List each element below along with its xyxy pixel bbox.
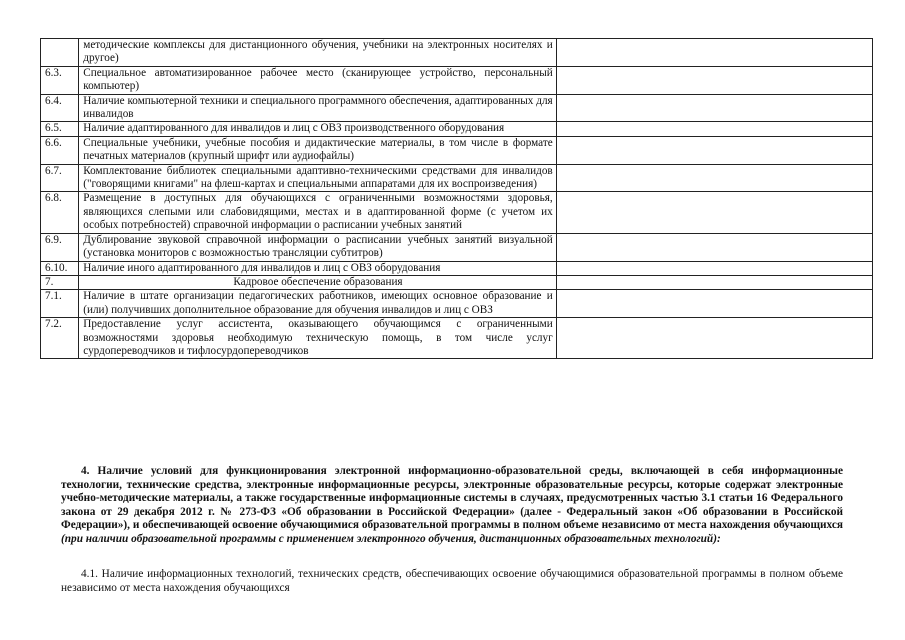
- row-value-cell: [556, 318, 872, 359]
- row-value-cell: [556, 39, 872, 67]
- table-row: [41, 318, 873, 359]
- row-value-cell: [556, 94, 872, 122]
- table-row: [41, 66, 873, 94]
- row-text: Комплектование библиотек специальными адаптивно-техническими средствами для инвалидов ("говорящими книгами" на флеш-картах и специальными аппаратами для их воспроизведения): [79, 164, 556, 192]
- row-value-cell: [556, 66, 872, 94]
- row-text: Размещение в доступных для обучающихся с ограниченными возможностями здоровья, являющихся слепыми или слабовидящими, местах и в адаптированной форме (с учетом их особых потребностей) справочной информации о расписании учебных занятий: [79, 192, 556, 233]
- row-value-cell: [556, 192, 872, 233]
- row-text: Специальные учебники, учебные пособия и дидактические материалы, в том числе в формате печатных материалов (крупный шрифт или аудиофайлы): [79, 136, 556, 164]
- row-value-cell: [556, 164, 872, 192]
- row-number: 6.6.: [41, 136, 79, 164]
- table-row: [41, 94, 873, 122]
- row-number: 6.9.: [41, 233, 79, 261]
- row-number: [41, 39, 79, 67]
- conditions-table: [40, 38, 873, 359]
- row-number: 7.: [41, 275, 79, 289]
- row-value-cell: [556, 275, 872, 289]
- table-row: [41, 275, 873, 289]
- row-text: Предоставление услуг ассистента, оказывающего обучающимся с ограниченными возможностями здоровья необходимую техническую помощь, в том числе услуг сурдопереводчиков и тифлосурдопереводчиков: [79, 318, 556, 359]
- section-4-paragraph: [61, 465, 843, 547]
- row-text: Наличие адаптированного для инвалидов и лиц с ОВЗ производственного оборудования: [79, 122, 556, 136]
- section-4-heading: 4. Наличие условий для функционирования электронной информационно-образовательной среды, включающей в себя информационные технологии, технические средства, электронные информационные ресурсы, электронные образовательные ресурсы, которые содержат электронные учебно-методические материалы, а также государственные информационные системы в случаях, предусмотренных частью 3.1 статьи 16 Федерального закона от 29 декабря 2012 г. № 273-ФЗ «Об образовании в Российской Федерации» (далее - Федеральный закон «Об образовании в Российской Федерации»), и обеспечивающей освоение обучающимися образовательной программы в полном объеме независимо от места нахождения обучающихся: [61, 465, 843, 532]
- row-value-cell: [556, 136, 872, 164]
- table-row: [41, 164, 873, 192]
- row-number: 6.4.: [41, 94, 79, 122]
- table-row: [41, 39, 873, 67]
- section-4-1-paragraph: 4.1. Наличие информационных технологий, технических средств, обеспечивающих освоение обучающимися образовательной программы в полном объеме независимо от места нахождения обучающихся: [61, 568, 843, 594]
- row-text: Наличие иного адаптированного для инвалидов и лиц с ОВЗ оборудования: [79, 261, 556, 275]
- row-number: 6.8.: [41, 192, 79, 233]
- row-text: Наличие в штате организации педагогических работников, имеющих основное образование и (или) получивших дополнительное образование для обучения инвалидов и лиц с ОВЗ: [79, 290, 556, 318]
- row-number: 7.2.: [41, 318, 79, 359]
- row-text: Дублирование звуковой справочной информации о расписании учебных занятий визуальной (установка мониторов с возможностью трансляции субтитров): [79, 233, 556, 261]
- table-row: [41, 122, 873, 136]
- section-4-note: (при наличии образовательной программы с применением электронного обучения, дистанционных образовательных технологий):: [61, 532, 721, 545]
- row-value-cell: [556, 290, 872, 318]
- row-text: методические комплексы для дистанционного обучения, учебники на электронных носителях и другое): [79, 39, 556, 67]
- row-text: Наличие компьютерной техники и специального программного обеспечения, адаптированных для инвалидов: [79, 94, 556, 122]
- row-number: 6.7.: [41, 164, 79, 192]
- row-number: 6.5.: [41, 122, 79, 136]
- row-number: 7.1.: [41, 290, 79, 318]
- row-value-cell: [556, 233, 872, 261]
- table-row: [41, 192, 873, 233]
- table-row: [41, 233, 873, 261]
- conditions-table-body: [41, 39, 873, 359]
- row-value-cell: [556, 261, 872, 275]
- table-row: [41, 136, 873, 164]
- table-row: [41, 290, 873, 318]
- section-title: Кадровое обеспечение образования: [79, 275, 556, 289]
- table-row: [41, 261, 873, 275]
- row-number: 6.10.: [41, 261, 79, 275]
- row-number: 6.3.: [41, 66, 79, 94]
- row-value-cell: [556, 122, 872, 136]
- row-text: Специальное автоматизированное рабочее место (сканирующее устройство, персональный компьютер): [79, 66, 556, 94]
